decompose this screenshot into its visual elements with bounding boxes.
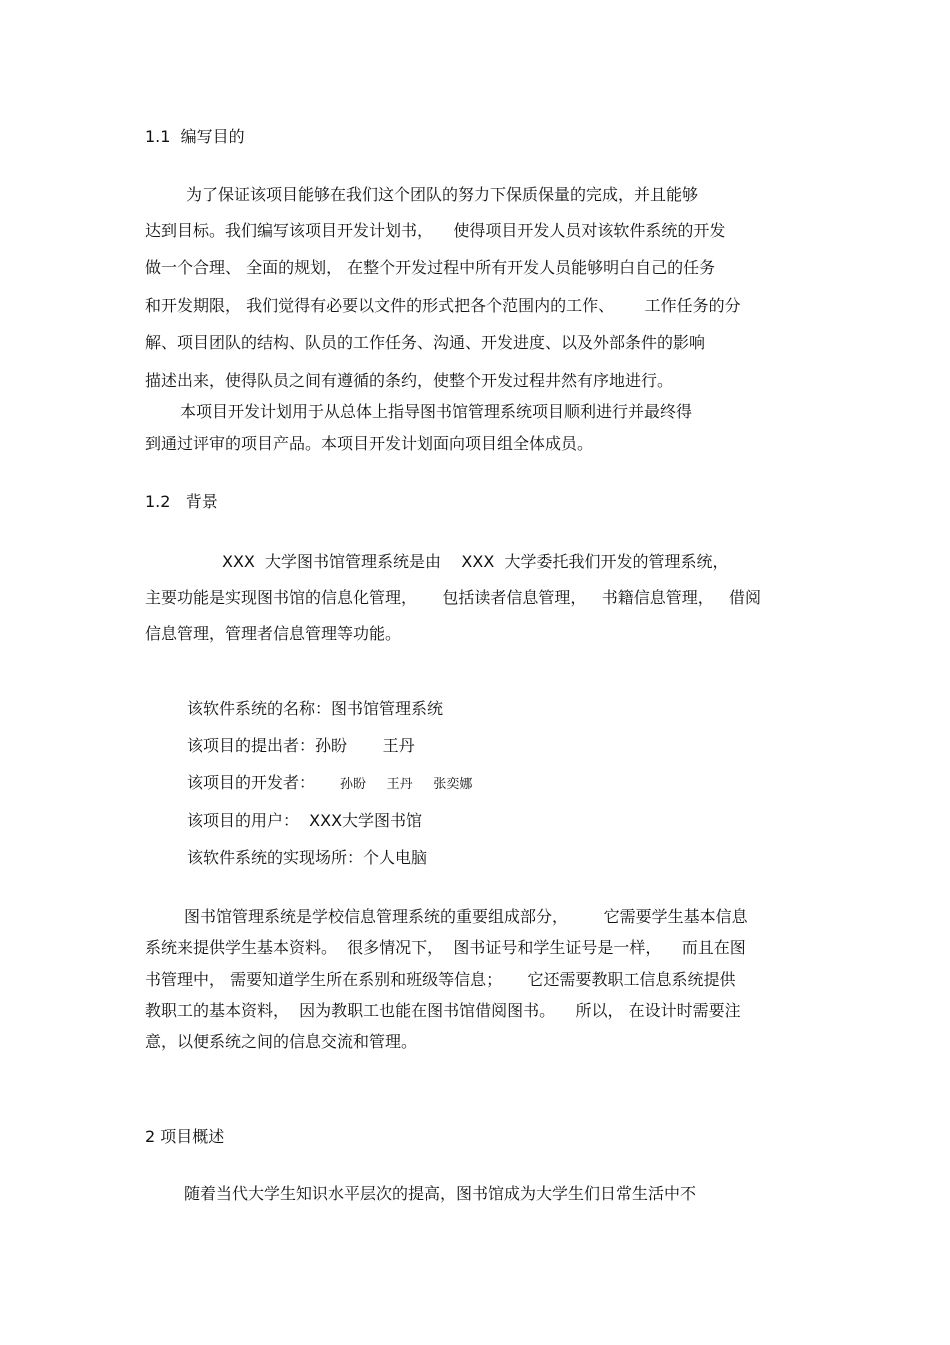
info-site: 该软件系统的实现场所：个人电脑 [187, 848, 428, 867]
paragraph-line: 本项目开发计划用于从总体上指导图书馆管理系统项目顺利进行并最终得 [180, 402, 693, 421]
info-user: 该项目的用户： XXX大学图书馆 [187, 811, 423, 830]
section-1-2-heading: 1.2 背景 [145, 492, 218, 511]
paragraph-line: 和开发期限， 我们觉得有必要以文件的形式把各个范围内的工作、 工作任务的分 [145, 296, 741, 315]
paragraph-line: 做一个合理、 全面的规划， 在整个开发过程中所有开发人员能够明白自己的任务 [145, 258, 716, 277]
info-proposer: 该项目的提出者：孙盼 王丹 [187, 736, 415, 755]
paragraph-line: 主要功能是实现图书馆的信息化管理， 包括读者信息管理， 书籍信息管理， 借阅 [145, 588, 761, 607]
info-developer-label: 该项目的开发者： [187, 773, 316, 792]
paragraph-line: 达到目标。我们编写该项目开发计划书， 使得项目开发人员对该软件系统的开发 [145, 221, 726, 240]
paragraph-line: 意，以便系统之间的信息交流和管理。 [145, 1032, 418, 1051]
paragraph-line: 图书馆管理系统是学校信息管理系统的重要组成部分， 它需要学生基本信息 [184, 907, 748, 926]
paragraph-line: 为了保证该项目能够在我们这个团队的努力下保质保量的完成，并且能够 [186, 185, 699, 204]
section-1-1-heading: 1.1 编写目的 [145, 127, 245, 146]
paragraph-line: 信息管理，管理者信息管理等功能。 [145, 624, 402, 643]
paragraph-line: 系统来提供学生基本资料。 很多情况下， 图书证号和学生证号是一样， 而且在图 [145, 938, 746, 957]
paragraph-line: 书管理中， 需要知道学生所在系别和班级等信息； 它还需要教职工信息系统提供 [145, 970, 736, 989]
section-2-heading: 2 项目概述 [145, 1127, 225, 1146]
paragraph-line: 随着当代大学生知识水平层次的提高，图书馆成为大学生们日常生活中不 [184, 1184, 697, 1203]
info-developer-names: 孙盼 王丹 张奕娜 [340, 777, 473, 792]
paragraph-line: XXX 大学图书馆管理系统是由 XXX 大学委托我们开发的管理系统， [222, 552, 729, 571]
info-system-name: 该软件系统的名称：图书馆管理系统 [187, 699, 444, 718]
paragraph-line: 解、项目团队的结构、队员的工作任务、沟通、开发进度、以及外部条件的影响 [145, 333, 706, 352]
paragraph-line: 教职工的基本资料， 因为教职工也能在图书馆借阅图书。 所以， 在设计时需要注 [145, 1001, 741, 1020]
paragraph-line: 到通过评审的项目产品。本项目开发计划面向项目组全体成员。 [145, 434, 594, 453]
paragraph-line: 描述出来，使得队员之间有遵循的条约，使整个开发过程井然有序地进行。 [145, 371, 674, 390]
